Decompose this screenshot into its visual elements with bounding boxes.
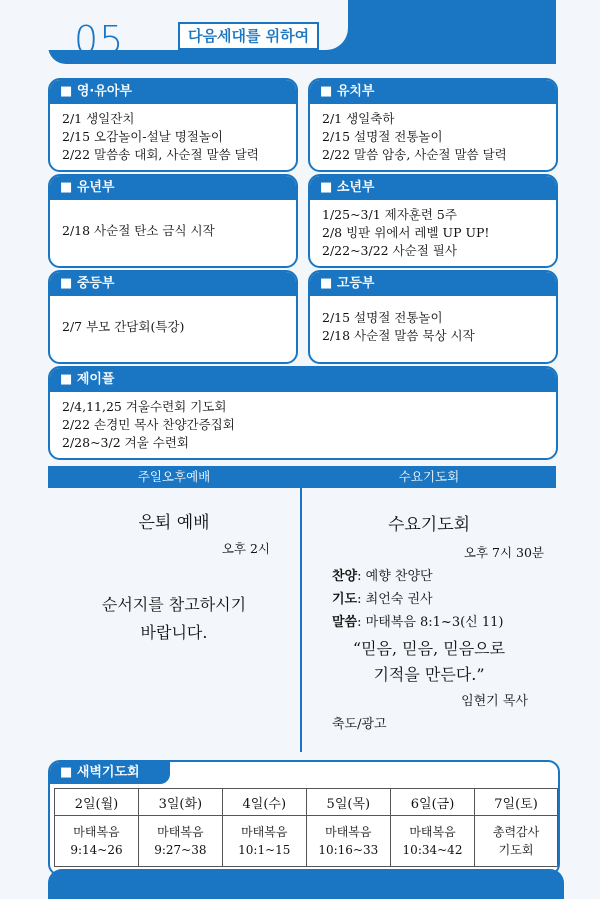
dept-line: 2/22 말씀송 대회, 사순절 말씀 달력: [62, 147, 259, 162]
day-cell: 6일(금): [390, 789, 474, 816]
reading-cell: 마태복음 10:1~15: [222, 816, 306, 867]
wednesday-time: 오후 7시 30분: [463, 545, 544, 560]
dept-name: 유년부: [76, 180, 115, 195]
reading-cell: 마태복음 9:27~38: [138, 816, 222, 867]
dept-line: 2/8 빙판 위에서 레벨 UP UP!: [322, 225, 490, 240]
dept-line: 2/15 오감놀이-설날 명절놀이: [62, 129, 223, 144]
dept-jeiple: ■ 제이플 2/4,11,25 겨울수련회 기도회 2/22 손경민 목사 찬양간증집회 2/28~3/2 겨울 수련회: [48, 366, 558, 460]
dept-line: 2/18 사순절 탄소 금식 시작: [62, 223, 215, 238]
sermon-quote: “믿음, 믿음, 믿음으로: [352, 639, 506, 658]
dept-name: 고등부: [336, 276, 375, 291]
dawn-header: 새벽기도회: [76, 765, 140, 780]
dept-kinder: ■ 유치부 2/1 생일축하 2/15 설명절 전통놀이 2/22 말씀 암송, 사순절 말씀 달력: [308, 78, 558, 172]
section-number: 05: [74, 18, 125, 62]
dept-line: 2/15 설명절 전통놀이: [322, 129, 443, 144]
dept-line: 2/28~3/2 겨울 수련회: [62, 435, 189, 450]
section-title: 다음세대를 위하여: [178, 22, 319, 50]
dept-infant: ■ 영·유아부 2/1 생일잔치 2/15 오감놀이-설날 명절놀이 2/22 말씀송 대회, 사순절 말씀 달력: [48, 78, 298, 172]
sunday-time: 오후 2시: [221, 541, 270, 556]
dept-line: 2/22~3/22 사순절 필사: [322, 243, 457, 258]
dawn-prayer: ■ 새벽기도회 2일(월) 3일(화) 4일(수) 5일(목) 6일(금) 7일(토) 마태복음 9:14~26 마태복음 9:27~38 마태복음 10:1~15 마태복음 10:16~33 마태복음 10:34~42 총력감사 기도회: [48, 760, 560, 876]
wednesday-header: 수요기도회: [302, 466, 556, 488]
dept-high: ■ 고등부 2/15 설명절 전통놀이 2/18 사순절 말씀 묵상 시작: [308, 270, 558, 364]
word-row: 말씀: 마태복음 8:1~3(신 11): [332, 615, 504, 630]
dept-line: 2/22 말씀 암송, 사순절 말씀 달력: [322, 147, 507, 162]
prayer-row: 기도: 최언숙 권사: [332, 592, 433, 607]
sunday-title: 은퇴 예배: [138, 513, 210, 533]
dept-line: 2/18 사순절 말씀 묵상 시작: [322, 328, 475, 343]
reading-cell: 마태복음 9:14~26: [55, 816, 139, 867]
dept-junior: ■ 유년부 2/18 사순절 탄소 금식 시작: [48, 174, 298, 268]
dept-line: 2/7 부모 간담회(특강): [62, 319, 185, 334]
dept-name: 소년부: [336, 180, 375, 195]
dept-line: 2/15 설명절 전통놀이: [322, 310, 443, 325]
praise-row: 찬양: 예향 찬양단: [332, 569, 433, 584]
reading-cell: 마태복음 10:34~42: [390, 816, 474, 867]
wednesday-title: 수요기도회: [387, 515, 471, 535]
day-cell: 2일(월): [55, 789, 139, 816]
dept-line: 1/25~3/1 제자훈련 5주: [322, 207, 457, 222]
reading-cell: 마태복음 10:16~33: [306, 816, 390, 867]
sunday-note: 바랍니다.: [140, 623, 208, 642]
dept-name: 제이플: [76, 372, 115, 387]
day-cell: 3일(화): [138, 789, 222, 816]
dept-middle: ■ 중등부 2/7 부모 간담회(특강): [48, 270, 298, 364]
page-header: [48, 0, 556, 64]
dept-name: 유치부: [336, 84, 375, 99]
dept-line: 2/1 생일잔치: [62, 111, 135, 126]
services-section: [48, 466, 556, 752]
wednesday-service: [302, 466, 556, 752]
closing: 축도/광고: [332, 717, 387, 732]
dawn-table: [54, 788, 558, 867]
dept-name: 중등부: [76, 276, 115, 291]
dept-name: 영·유아부: [76, 84, 132, 99]
sunday-service: [48, 466, 302, 752]
day-cell: 7일(토): [475, 789, 558, 816]
dept-line: 2/4,11,25 겨울수련회 기도회: [62, 399, 227, 414]
sunday-header: 주일오후예배: [48, 466, 300, 488]
dept-boys: ■ 소년부 1/25~3/1 제자훈련 5주 2/8 빙판 위에서 레벨 UP UP! 2/22~3/22 사순절 필사: [308, 174, 558, 268]
reading-cell: 총력감사 기도회: [475, 816, 558, 867]
day-cell: 5일(목): [306, 789, 390, 816]
sunday-note: 순서지를 참고하시기: [101, 595, 247, 614]
dept-line: 2/1 생일축하: [322, 111, 395, 126]
dept-line: 2/22 손경민 목사 찬양간증집회: [62, 417, 235, 432]
preacher: 임현기 목사: [461, 694, 528, 709]
sermon-quote: 기적을 만든다.”: [373, 665, 485, 684]
day-cell: 4일(수): [222, 789, 306, 816]
